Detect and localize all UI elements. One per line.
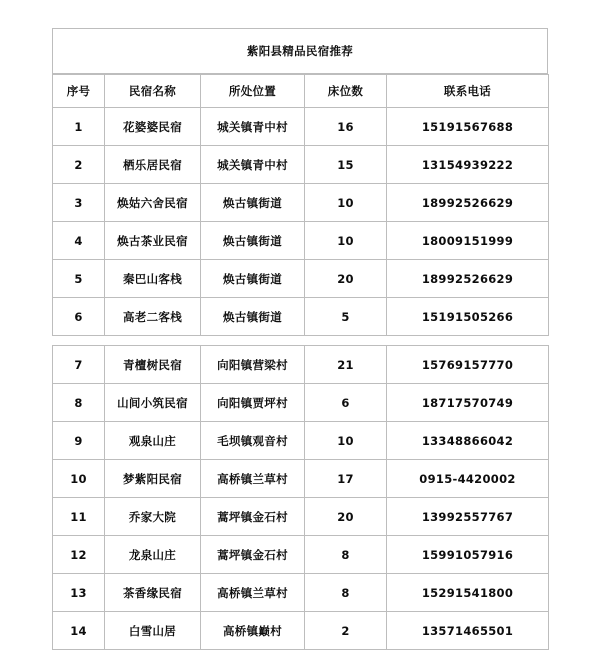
row-no: 12	[53, 536, 105, 574]
row-location: 高桥镇兰草村	[201, 460, 305, 498]
row-name: 花婆婆民宿	[105, 108, 201, 146]
row-name: 高老二客栈	[105, 298, 201, 336]
row-no: 13	[53, 574, 105, 612]
table-row	[53, 346, 549, 384]
row-phone: 18717570749	[387, 384, 549, 422]
row-beds: 8	[305, 574, 387, 612]
row-name: 山间小筑民宿	[105, 384, 201, 422]
row-beds: 17	[305, 460, 387, 498]
row-beds: 10	[305, 184, 387, 222]
row-beds: 6	[305, 384, 387, 422]
row-phone: 18992526629	[387, 260, 549, 298]
row-beds: 10	[305, 422, 387, 460]
homestay-recommendation-document	[52, 28, 548, 650]
homestay-table-part-2	[52, 345, 549, 650]
title-row	[53, 29, 548, 74]
row-location: 蒿坪镇金石村	[201, 498, 305, 536]
row-name: 秦巴山客栈	[105, 260, 201, 298]
row-name: 焕姑六舍民宿	[105, 184, 201, 222]
row-location: 蒿坪镇金石村	[201, 536, 305, 574]
row-phone: 15291541800	[387, 574, 549, 612]
table-row	[53, 184, 549, 222]
row-phone: 13154939222	[387, 146, 549, 184]
table-row	[53, 260, 549, 298]
row-beds: 21	[305, 346, 387, 384]
table-row	[53, 222, 549, 260]
row-beds: 8	[305, 536, 387, 574]
row-phone: 13571465501	[387, 612, 549, 650]
row-no: 11	[53, 498, 105, 536]
row-name: 青檀树民宿	[105, 346, 201, 384]
row-beds: 16	[305, 108, 387, 146]
column-header-name: 民宿名称	[105, 75, 201, 108]
row-phone: 13348866042	[387, 422, 549, 460]
row-location: 高桥镇巅村	[201, 612, 305, 650]
row-no: 7	[53, 346, 105, 384]
row-location: 焕古镇街道	[201, 184, 305, 222]
table-row	[53, 498, 549, 536]
row-no: 2	[53, 146, 105, 184]
row-name: 梦紫阳民宿	[105, 460, 201, 498]
row-beds: 15	[305, 146, 387, 184]
row-no: 9	[53, 422, 105, 460]
table-header-row	[53, 75, 549, 108]
row-location: 高桥镇兰草村	[201, 574, 305, 612]
table-row	[53, 574, 549, 612]
row-beds: 10	[305, 222, 387, 260]
table-row	[53, 460, 549, 498]
column-header-beds: 床位数	[305, 75, 387, 108]
table-row	[53, 536, 549, 574]
row-name: 栖乐居民宿	[105, 146, 201, 184]
row-no: 14	[53, 612, 105, 650]
table-row	[53, 384, 549, 422]
row-no: 6	[53, 298, 105, 336]
row-no: 5	[53, 260, 105, 298]
homestay-table-part-1	[52, 74, 549, 336]
row-phone: 15769157770	[387, 346, 549, 384]
row-beds: 20	[305, 260, 387, 298]
row-location: 向阳镇贾坪村	[201, 384, 305, 422]
table-row	[53, 146, 549, 184]
row-location: 焕古镇街道	[201, 222, 305, 260]
table-row	[53, 108, 549, 146]
table-row	[53, 612, 549, 650]
row-location: 毛坝镇观音村	[201, 422, 305, 460]
row-name: 焕古茶业民宿	[105, 222, 201, 260]
row-name: 龙泉山庄	[105, 536, 201, 574]
row-phone: 0915-4420002	[387, 460, 549, 498]
row-beds: 5	[305, 298, 387, 336]
column-header-no: 序号	[53, 75, 105, 108]
document-title: 紫阳县精品民宿推荐	[53, 29, 548, 74]
row-location: 城关镇青中村	[201, 108, 305, 146]
row-name: 白雪山居	[105, 612, 201, 650]
row-phone: 15991057916	[387, 536, 549, 574]
row-phone: 18992526629	[387, 184, 549, 222]
row-no: 1	[53, 108, 105, 146]
row-no: 3	[53, 184, 105, 222]
row-phone: 13992557767	[387, 498, 549, 536]
row-name: 乔家大院	[105, 498, 201, 536]
row-location: 焕古镇街道	[201, 260, 305, 298]
row-phone: 18009151999	[387, 222, 549, 260]
column-header-phone: 联系电话	[387, 75, 549, 108]
row-phone: 15191505266	[387, 298, 549, 336]
row-location: 焕古镇街道	[201, 298, 305, 336]
table-section-gap	[52, 336, 548, 345]
row-phone: 15191567688	[387, 108, 549, 146]
row-beds: 20	[305, 498, 387, 536]
row-name: 观泉山庄	[105, 422, 201, 460]
column-header-location: 所处位置	[201, 75, 305, 108]
table-row	[53, 422, 549, 460]
row-location: 向阳镇营梁村	[201, 346, 305, 384]
row-beds: 2	[305, 612, 387, 650]
title-table	[52, 28, 548, 74]
table-row	[53, 298, 549, 336]
row-no: 10	[53, 460, 105, 498]
row-no: 8	[53, 384, 105, 422]
row-name: 茶香缘民宿	[105, 574, 201, 612]
row-no: 4	[53, 222, 105, 260]
row-location: 城关镇青中村	[201, 146, 305, 184]
